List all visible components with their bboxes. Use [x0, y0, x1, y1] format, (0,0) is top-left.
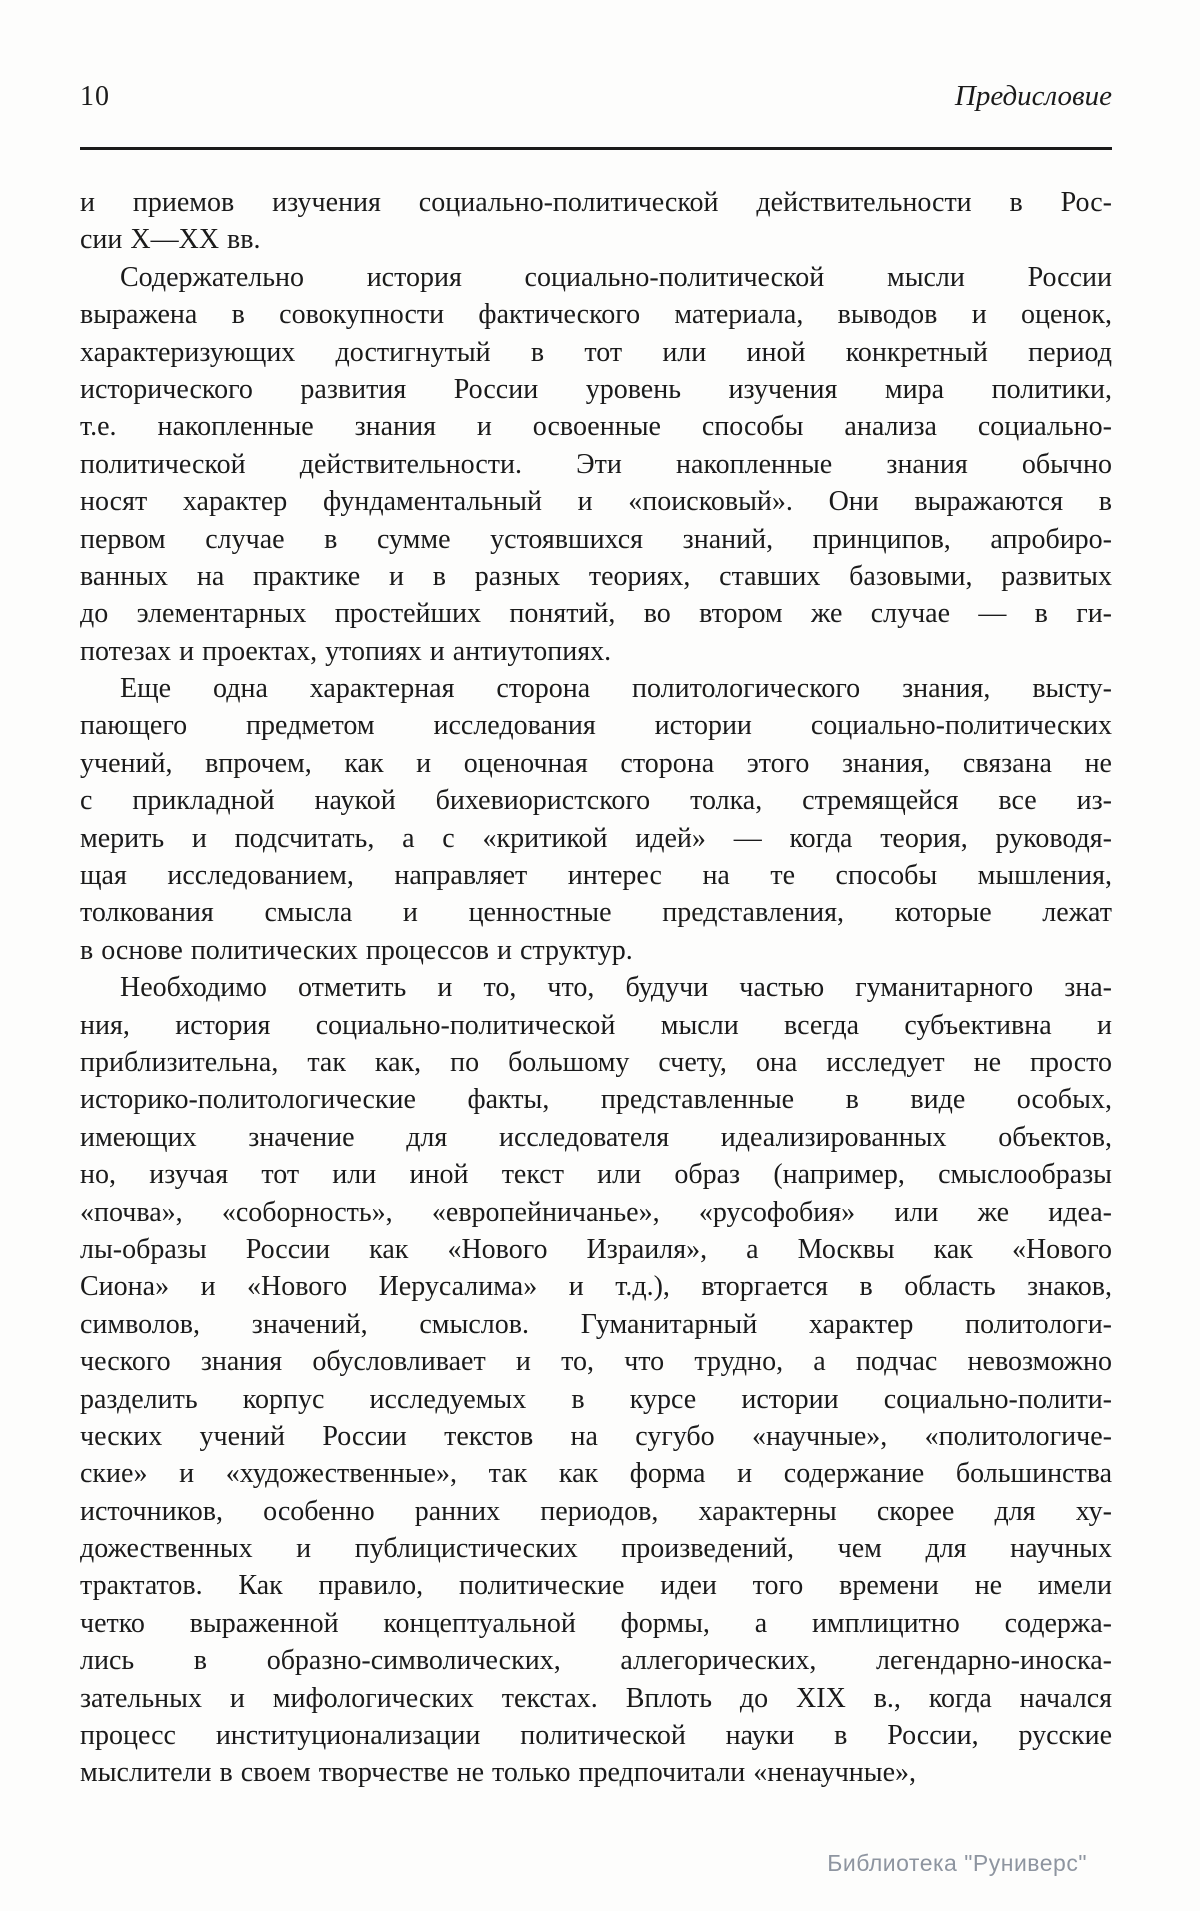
text-line: Сиона» и «Нового Иерусалима» и т.д.), вторгается в область знаков, — [80, 1271, 1112, 1303]
text-line: выражена в совокупности фактического материала, выводов и оценок, — [80, 299, 1112, 331]
text-line: сии X—XX вв. — [80, 224, 261, 256]
paragraph — [80, 259, 1112, 670]
text-line: исторического развития России уровень изучения мира политики, — [80, 373, 1112, 405]
text-line: носят характер фундаментальный и «поисковый». Они выражаются в — [80, 486, 1112, 518]
text-line: историко-политологические факты, представленные в виде особых, — [80, 1084, 1112, 1116]
text-line: и приемов изучения социально-политической действительности в Рос- — [80, 187, 1112, 218]
text-line: лись в образно-символических, аллегорических, легендарно-иноска- — [80, 1645, 1112, 1677]
page-body — [80, 184, 1112, 1792]
library-watermark: Библиотека "Руниверс" — [827, 1850, 1087, 1876]
text-line: символов, значений, смыслов. Гуманитарный характер политологи- — [80, 1308, 1112, 1340]
text-line: трактатов. Как правило, политические идеи того времени не имели — [80, 1570, 1112, 1602]
text-line: ские» и «художественные», так как форма и содержание большинства — [80, 1458, 1112, 1490]
text-line: четко выраженной концептуальной формы, а имплицитно содержа- — [80, 1607, 1112, 1639]
text-line: Содержательно история социально-политической мысли России — [120, 261, 1112, 293]
text-line: разделить корпус исследуемых в курсе истории социально-полити- — [80, 1383, 1112, 1415]
text-line: т.е. накопленные знания и освоенные способы анализа социально- — [80, 411, 1112, 443]
text-line: Необходимо отметить и то, что, будучи частью гуманитарного зна- — [120, 972, 1112, 1004]
text-line: потезах и проектах, утопиях и антиутопиях. — [80, 635, 612, 667]
text-line: ния, история социально-политической мысли всегда субъективна и — [80, 1009, 1112, 1041]
text-line: но, изучая тот или иной текст или образ (например, смыслообразы — [80, 1159, 1112, 1191]
text-line: зательных и мифологических текстах. Вплоть до XIX в., когда начался — [80, 1682, 1112, 1714]
text-line: мерить и подсчитать, а с «критикой идей» — когда теория, руководя- — [80, 822, 1112, 854]
text-line: ческого знания обусловливает и то, что трудно, а подчас невозможно — [80, 1346, 1112, 1378]
text-line: дожественных и публицистических произведений, чем для научных — [80, 1533, 1112, 1565]
page-number: 10 — [80, 81, 110, 112]
text-line: Еще одна характерная сторона политологического знания, высту- — [120, 673, 1112, 705]
paragraph — [80, 184, 1112, 259]
header-rule — [80, 147, 1112, 150]
text-line: толкования смысла и ценностные представления, которые лежат — [80, 897, 1112, 929]
text-line: «почва», «соборность», «европейничанье», «русофобия» или же идеа- — [80, 1196, 1112, 1228]
text-line: первом случае в сумме устоявшихся знаний, принципов, апробиро- — [80, 523, 1112, 555]
text-line: в основе политических процессов и структур. — [80, 934, 633, 966]
text-line: политической действительности. Эти накопленные знания обычно — [80, 448, 1112, 480]
text-line: щая исследованием, направляет интерес на те способы мышления, — [80, 860, 1112, 892]
text-line: приблизительна, так как, по большому счету, она исследует не просто — [80, 1046, 1112, 1078]
text-line: пающего предметом исследования истории социально-политических — [80, 710, 1112, 742]
paragraph — [80, 670, 1112, 969]
text-line: имеющих значение для исследователя идеализированных объектов, — [80, 1121, 1112, 1153]
page-header — [80, 80, 1112, 113]
text-line: до элементарных простейших понятий, во втором же случае — в ги- — [80, 598, 1112, 630]
text-line: учений, впрочем, как и оценочная сторона этого знания, связана не — [80, 747, 1112, 779]
paragraph — [80, 969, 1112, 1792]
text-line: источников, особенно ранних периодов, характерны скорее для ху- — [80, 1495, 1112, 1527]
text-line: с прикладной наукой бихевиористского толка, стремящейся все из- — [80, 785, 1112, 817]
text-line: процесс институционализации политической науки в России, русские — [80, 1720, 1112, 1752]
running-title: Предисловие — [954, 80, 1112, 112]
text-line: лы-образы России как «Нового Израиля», а Москвы как «Нового — [80, 1233, 1112, 1265]
text-line: ческих учений России текстов на сугубо «научные», «политологиче- — [80, 1420, 1112, 1452]
text-line: ванных на практике и в разных теориях, ставших базовыми, развитых — [80, 560, 1112, 592]
text-line: мыслители в своем творчестве не только предпочитали «ненаучные», — [80, 1757, 916, 1789]
text-line: характеризующих достигнутый в тот или иной конкретный период — [80, 336, 1112, 368]
